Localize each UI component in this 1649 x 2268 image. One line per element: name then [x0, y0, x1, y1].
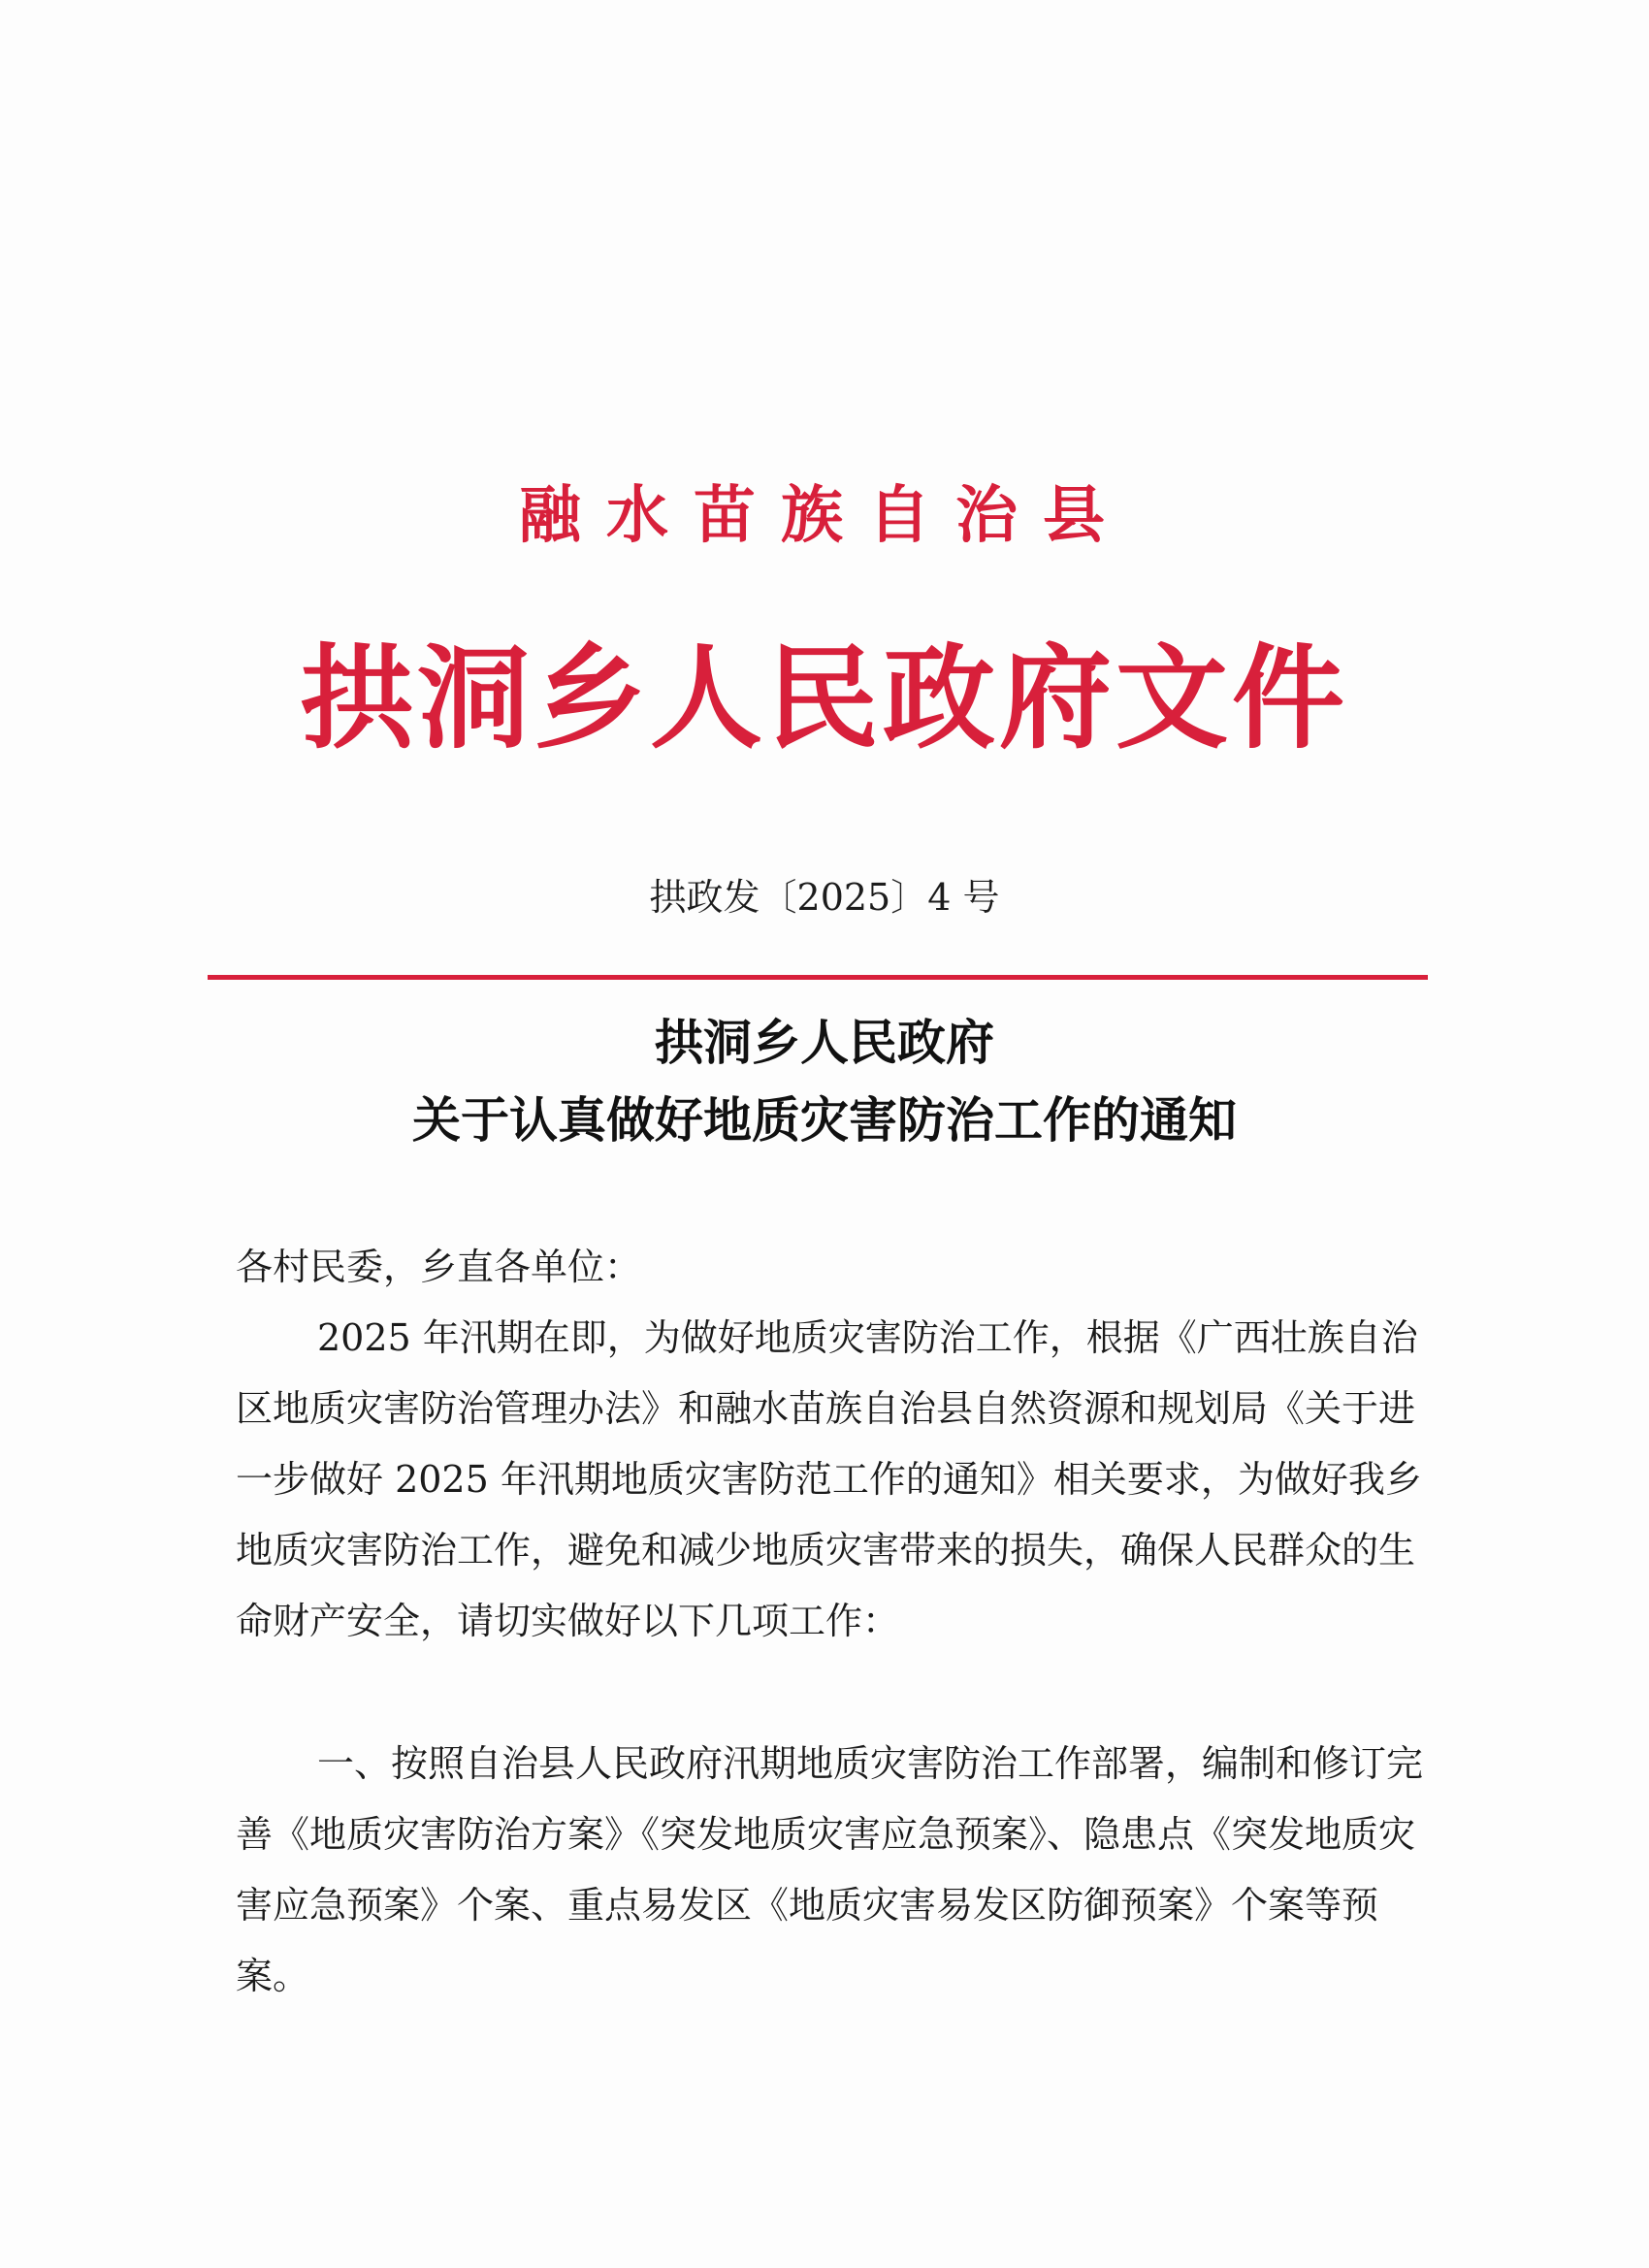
issuer-document-header: 拱洞乡人民政府文件 [301, 632, 1348, 764]
salutation: 各村民委，乡直各单位： [236, 1246, 642, 1288]
document-title-line2: 关于认真做好地质灾害防治工作的通知 [412, 1091, 1237, 1149]
issuer-county-name: 融水苗族自治县 [519, 479, 1130, 552]
document-number: 拱政发〔2025〕4 号 [649, 876, 1000, 919]
red-separator-line [208, 975, 1428, 980]
document-title-line1: 拱洞乡人民政府 [655, 1014, 994, 1071]
body-paragraph-2: 一、按照自治县人民政府汛期地质灾害防治工作部署，编制和修订完善《地质灾害防治方案》《突发地质灾害应急预案》、隐患点《突发地质灾害应急预案》个案、重点易发区《地质灾害易发区防御预案》个案等预案。 [236, 1742, 1424, 1997]
body-paragraph-1: 2025 年汛期在即，为做好地质灾害防治工作，根据《广西壮族自治区地质灾害防治管理办法》和融水苗族自治县自然资源和规划局《关于进一步做好 2025 年汛期地质灾害防范工作的通知》相关要求，为做好我乡地质灾害防治工作，避免和减少地质灾害带来的损失，确保人民群众的生命财产安全，请切实做好以下几项工作： [236, 1316, 1422, 1642]
